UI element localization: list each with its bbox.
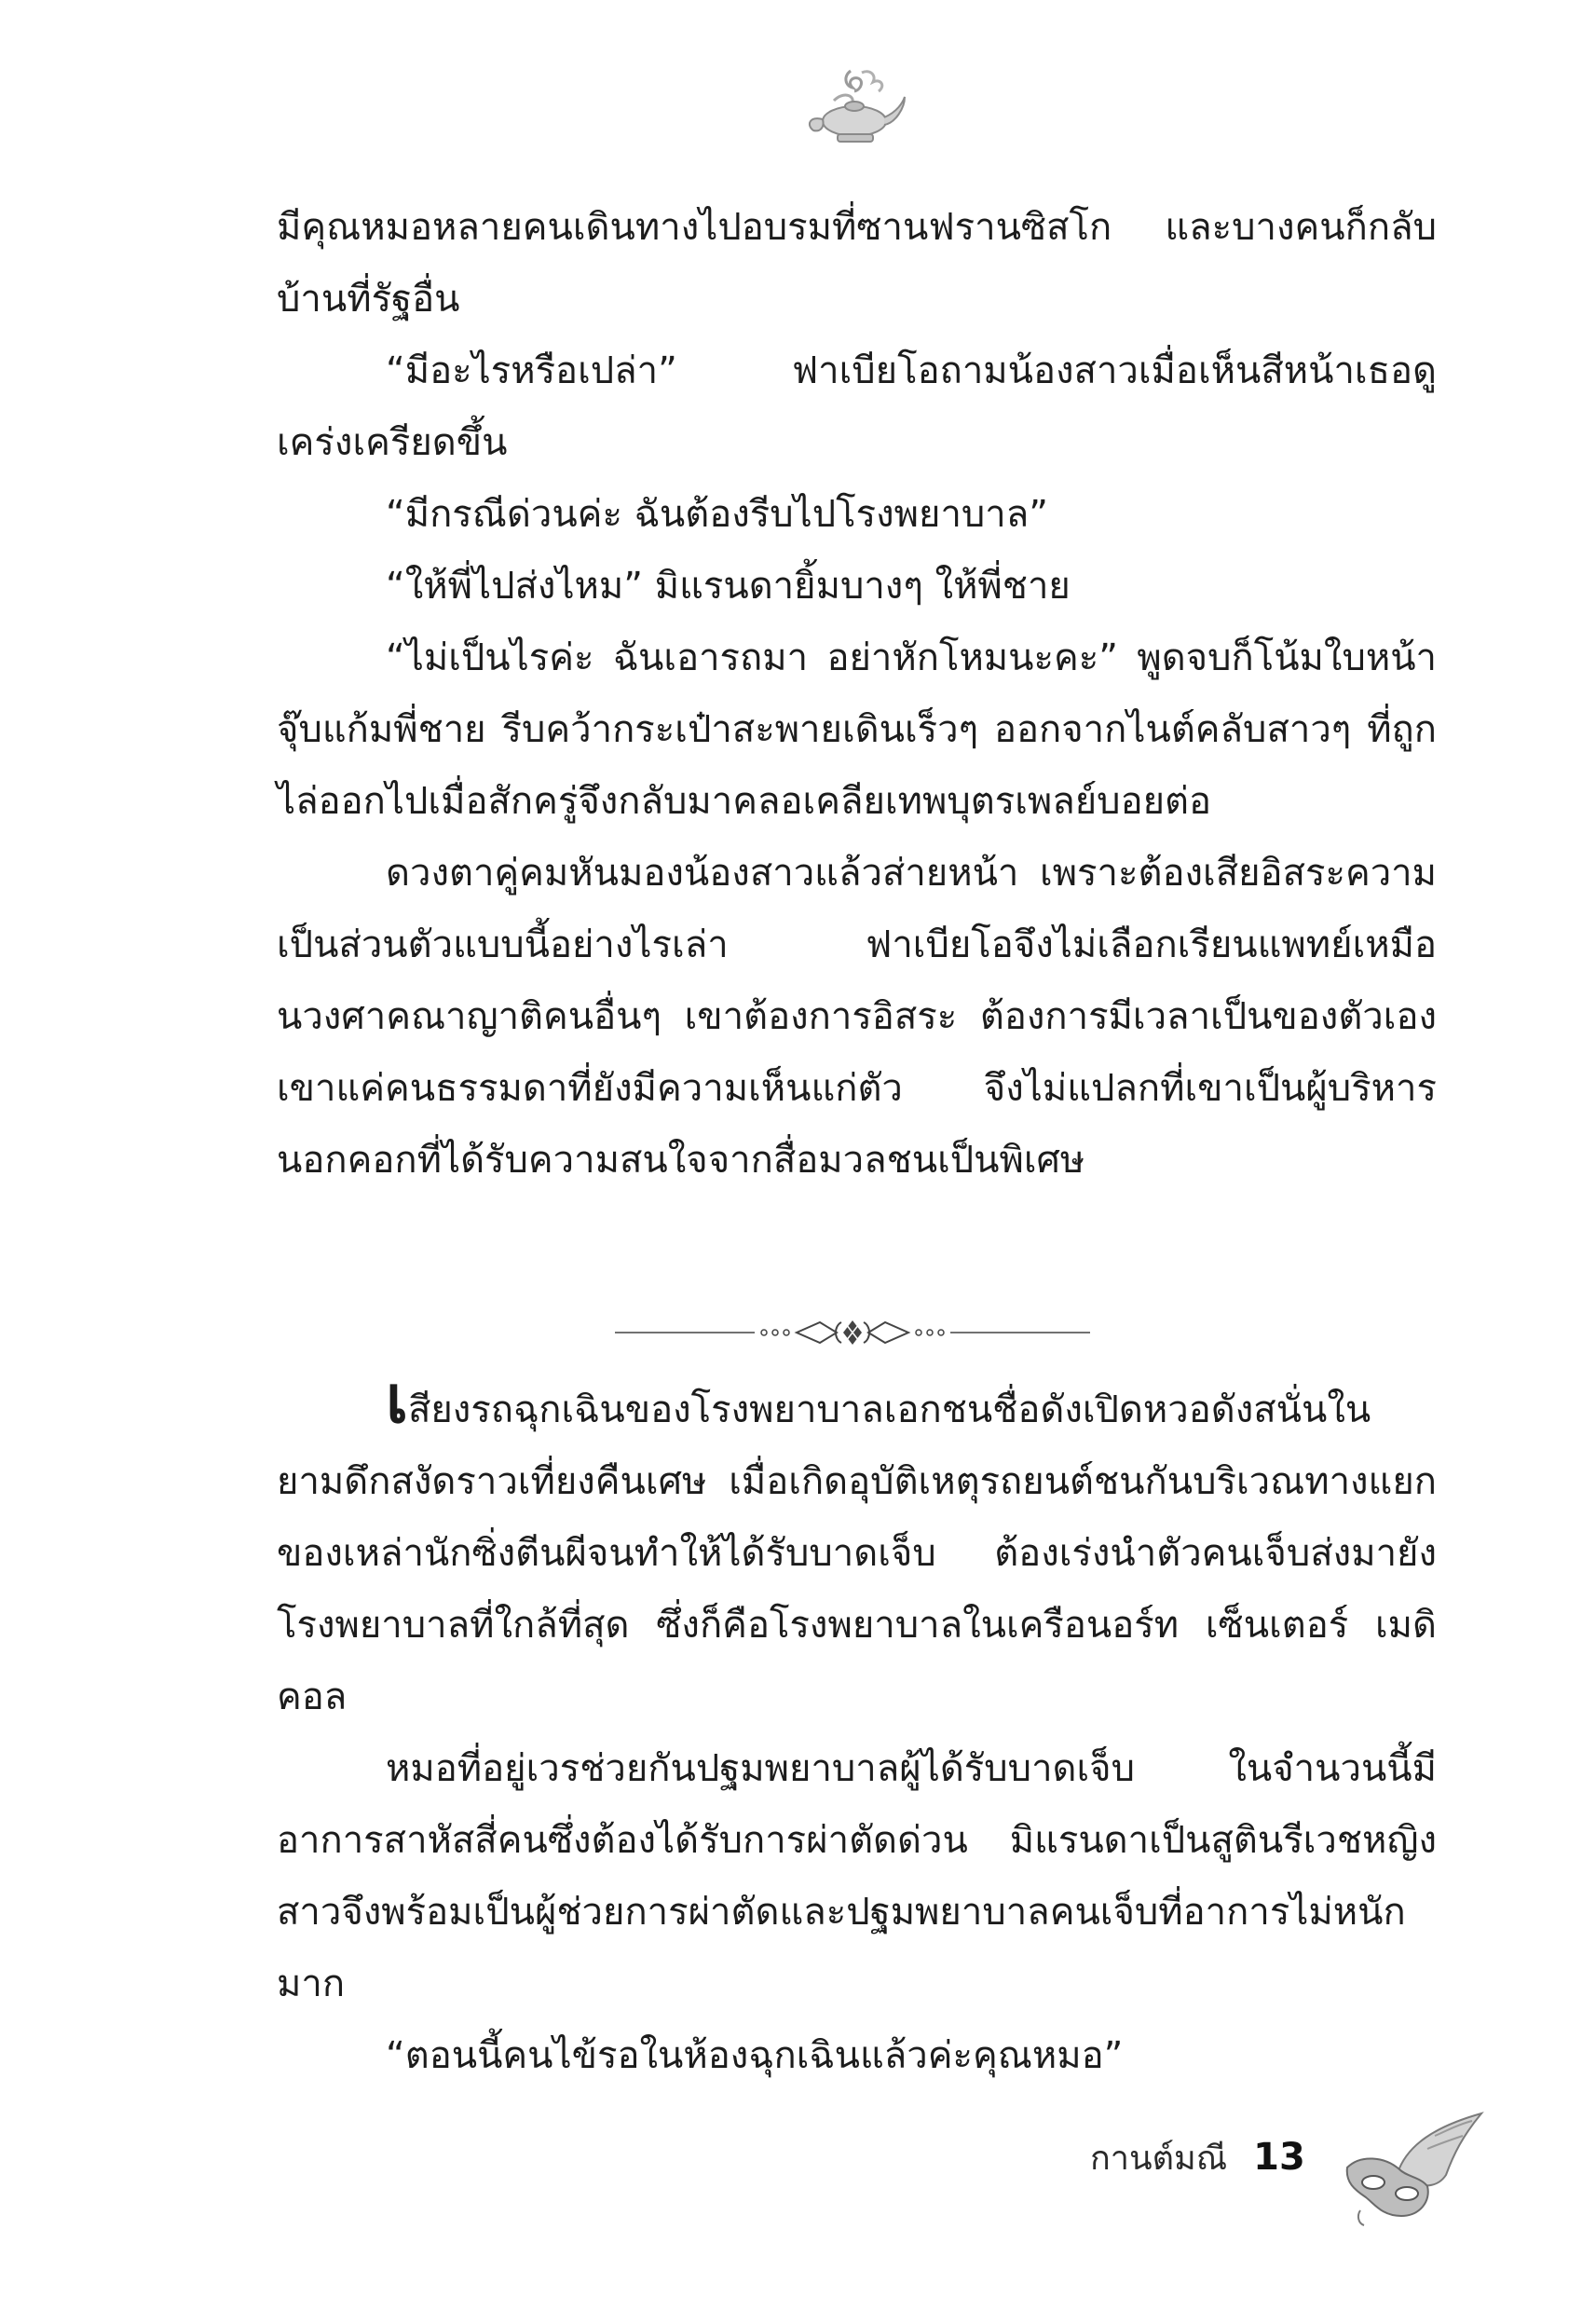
paragraph: “ไม่เป็นไรค่ะ ฉันเอารถมา อย่าหักโหมนะคะ” พูดจบก็โน้มใบหน้าจุ๊บแก้มพี่ชาย รีบคว้ากระเป๋าสะพายเดินเร็วๆ ออกจากไนต์คลับสาวๆ ที่ถูกไล่ออกไปเมื่อสักครู่จึงกลับมาคลอเคลียเทพบุตรเพลย์บอยต่อ <box>277 636 1437 823</box>
page-number: 13 <box>1253 2136 1305 2179</box>
paragraph: “มีอะไรหรือเปล่า” ฟาเบียโอถามน้องสาวเมื่อเห็นสีหน้าเธอดูเคร่งเครียดขึ้น <box>277 349 1437 464</box>
paragraph: “ตอนนี้คนไข้รอในห้องฉุกเฉินแล้วค่ะคุณหมอ” <box>386 2034 1124 2077</box>
text-section-2 <box>277 1361 1437 2092</box>
paragraph: ดวงตาคู่คมหันมองน้องสาวแล้วส่ายหน้า เพราะต้องเสียอิสระความเป็นส่วนตัวแบบนี้อย่างไรเล่า ฟาเบียโอจึงไม่เลือกเรียนแพทย์เหมือนวงศาคณาญาติคนอื่นๆ เขาต้องการอิสระ ต้องการมีเวลาเป็นของตัวเอง เขาแค่คนธรรมดาที่ยังมีความเห็นแก่ตัว จึงไม่แปลกที่เขาเป็นผู้บริหารนอกคอกที่ได้รับความสนใจจากสื่อมวลชนเป็นพิเศษ <box>277 852 1437 1182</box>
ornament-divider-icon <box>615 1309 1090 1356</box>
dropcap-paragraph <box>277 1361 1437 1733</box>
magic-lamp-icon <box>797 63 908 157</box>
page-footer <box>1090 2120 1305 2195</box>
masquerade-mask-icon <box>1342 2108 1491 2229</box>
dropcap-letter: เ <box>386 1361 408 1438</box>
book-title: กานต์มณี <box>1090 2139 1228 2178</box>
paragraph: มีคุณหมอหลายคนเดินทางไปอบรมที่ซานฟรานซิสโก และบางคนก็กลับบ้านที่รัฐอื่น <box>277 206 1437 321</box>
paragraph: “มีกรณีด่วนค่ะ ฉันต้องรีบไปโรงพยาบาล” <box>386 493 1048 536</box>
dropcap-paragraph-text: สียงรถฉุกเฉินของโรงพยาบาลเอกชนชื่อดังเปิดหวอดังสนั่นในยามดึกสงัดราวเที่ยงคืนเศษ เมื่อเกิดอุบัติเหตุรถยนต์ชนกันบริเวณทางแยกของเหล่านักซิ่งตีนผีจนทำให้ได้รับบาดเจ็บ ต้องเร่งนำตัวคนเจ็บส่งมายังโรงพยาบาลที่ใกล้ที่สุด ซึ่งก็คือโรงพยาบาลในเครือนอร์ท เซ็นเตอร์ เมดิคอล <box>277 1388 1437 1718</box>
paragraph: หมอที่อยู่เวรช่วยกันปฐมพยาบาลผู้ได้รับบาดเจ็บ ในจำนวนนี้มีอาการสาหัสสี่คนซึ่งต้องได้รับการผ่าตัดด่วน มิแรนดาเป็นสูตินรีเวชหญิงสาวจึงพร้อมเป็นผู้ช่วยการผ่าตัดและปฐมพยาบาลคนเจ็บที่อาการไม่หนักมาก <box>277 1747 1437 2005</box>
paragraph: “ให้พี่ไปส่งไหม” มิแรนดายิ้มบางๆ ให้พี่ชาย <box>386 565 1071 608</box>
text-section-1 <box>277 192 1437 1197</box>
